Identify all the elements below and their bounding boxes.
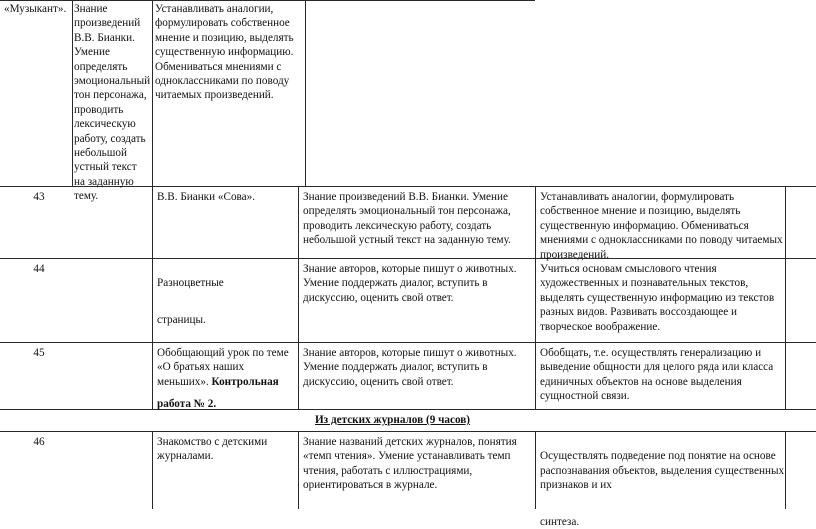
lesson-topic-cell: В.В. Бианки «Сова». [157, 191, 256, 203]
grid-line [298, 431, 299, 509]
test-label: Контрольная [211, 375, 279, 388]
knowledge-cell: Знание названий детских журналов, понятия «темп чтения». Умение устанавливать темп чтения, работать с иллюстрациями, ориентироваться в журнале. [303, 436, 517, 492]
grid-line [72, 0, 73, 186]
lesson-topic-text: Обобщающий урок по теме «О братьях наших меньших». [157, 347, 289, 388]
lesson-topic-cell: Знакомство с детскими журналами. [157, 436, 268, 463]
lesson-number: 46 [33, 436, 45, 448]
lesson-topic-cell [157, 262, 297, 328]
skills-cell: Устанавливать аналогии, формулировать собственное мнение и позицию, выделять существенную информацию. Обмениваться мнениями с одноклассниками по поводу читаемых произведений. [540, 191, 783, 261]
skills-cell: Учиться основам смыслового чтения художественных и познавательных текстов, выделять существенную информацию из текстов разных видов. Развивать воссоздающее и творческое воображение. [540, 263, 775, 333]
grid-line [0, 0, 535, 1]
grid-line [298, 186, 299, 409]
grid-line [535, 186, 536, 409]
knowledge-cell: Знание авторов, которые пишут о животных. Умение поддержать диалог, вступить в дискуссию, оценить свой ответ. [303, 347, 517, 388]
grid-line [152, 431, 153, 509]
lesson-topic-line: страницы. [157, 314, 206, 327]
grid-line [152, 0, 153, 186]
skills-cell: Устанавливать аналогии, формулировать собственное мнение и позицию, выделять существенную информацию. Обмениваться мнениями с одноклассниками по поводу читаемых произведений. [155, 3, 294, 102]
knowledge-cell: Знание произведений В.В. Бианки. Умение определять эмоциональный тон персонажа, проводить лексическую работу, создать небольшой устный текст на заданную тему. [303, 191, 511, 247]
skills-text: Осуществлять подведение под понятие на основе распознавания объектов, выделения существенных признаков и их [540, 450, 785, 492]
lesson-topic-line: Разноцветные [157, 277, 224, 290]
section-header: Из детских журналов (9 часов) [314, 414, 471, 426]
skills-text: синтеза. [540, 516, 580, 529]
grid-line [305, 0, 306, 186]
skills-cell [540, 435, 786, 529]
grid-line [0, 409, 816, 410]
grid-line [0, 431, 816, 432]
lesson-number: 45 [33, 347, 45, 359]
knowledge-cell: Знание авторов, которые пишут о животных. Умение поддержать диалог, вступить в дискуссию, оценить свой ответ. [303, 263, 517, 304]
lesson-number: 43 [33, 191, 45, 203]
lesson-number: 44 [33, 263, 45, 275]
skills-cell: Обобщать, т.е. осуществлять генерализацию и выведение общности для целого ряда или класса единичных объектов на основе выделения сущностной связи. [540, 347, 774, 403]
lesson-topic-cell: «Музыкант». [4, 3, 67, 15]
lesson-topic-cell [157, 346, 297, 412]
knowledge-cell: Знание произведений В.В. Бианки. Умение определять эмоциональный тон персонажа, проводить лексическую работу, создать небольшой устный текст на заданную тему. [74, 3, 151, 203]
grid-line [0, 342, 816, 343]
grid-line [535, 431, 536, 509]
grid-line [152, 186, 153, 409]
test-label: работа № 2. [157, 398, 217, 411]
